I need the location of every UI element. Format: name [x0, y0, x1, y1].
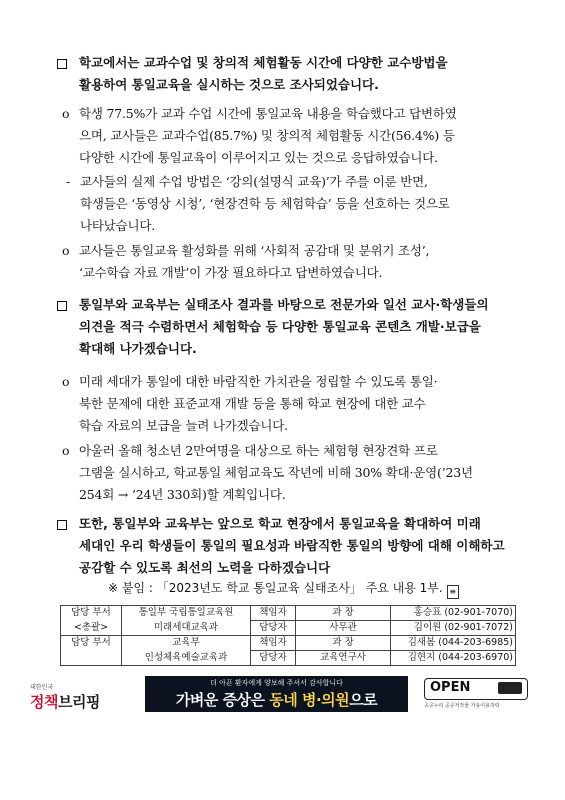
footer [0, 670, 565, 714]
table-cell: 담당 부서 [61, 606, 122, 621]
section-bullet [57, 520, 67, 530]
table-cell: 인성체육예술교육과 [122, 651, 251, 666]
text-line: 아울러 올해 청소년 2만여명을 대상으로 하는 체험형 현장견학 프로 [79, 443, 438, 458]
text-line: 학생 77.5%가 교과 수업 시간에 통일교육 내용을 학습했다고 답변하였 [79, 106, 457, 121]
table-cell: 과 장 [296, 606, 391, 621]
table-cell: 책임자 [251, 636, 296, 651]
item-marker: o [62, 106, 70, 121]
text-line: 활용하여 통일교육을 실시하는 것으로 조사되었습니다. [79, 77, 379, 92]
section-1-heading [79, 52, 516, 96]
section-2-heading [79, 294, 524, 360]
section-bullet [57, 301, 67, 311]
banner-title-c: 으로 [349, 691, 378, 709]
text-line: 미래 세대가 통일에 대한 바람직한 가치관을 정립할 수 있도록 통일· [79, 374, 438, 389]
text-line: 확대해 나가겠습니다. [79, 341, 197, 356]
banner-title-a: 가벼운 증상은 [175, 691, 270, 709]
hwp-file-icon[interactable]: ≡ [447, 585, 459, 599]
item-marker: o [62, 443, 70, 458]
text-line: ‘교수학습 자료 개발’이 가장 필요하다고 답변하였습니다. [79, 265, 383, 280]
table-cell: 홍승표 (02-901-7070) [391, 606, 516, 621]
table-row [61, 621, 516, 636]
open-label: OPEN [430, 680, 471, 695]
text-line: 그램을 실시하고, 학교통일 체험교육도 작년에 비해 30% 확대·운영(’23년 [79, 465, 473, 480]
table-cell: 교육부 [122, 636, 251, 651]
logo-text-dark: 브리핑 [57, 693, 100, 711]
table-cell: 담당 부서 [61, 636, 122, 651]
section-3-heading [79, 513, 524, 579]
license-type-icon [498, 682, 522, 694]
table-row [61, 606, 516, 621]
item-4-text [79, 440, 524, 506]
item-1-sub-text [80, 171, 525, 237]
item-marker: o [62, 374, 70, 389]
text-line: 의견을 적극 수렴하면서 체험학습 등 다양한 통일교육 콘텐츠 개발·보급을 [79, 319, 481, 334]
table-cell [61, 651, 122, 666]
text-line: 또한, 통일부와 교육부는 앞으로 학교 현장에서 통일교육을 확대하여 미래 [79, 516, 481, 531]
text-line: 교사들의 실제 수업 방법은 ‘강의(설명식 교육)’가 주를 이룬 반면, [80, 174, 428, 189]
item-1-text [79, 103, 524, 169]
open-license-caption: 공공누리 공공저작물 자유이용허락 [424, 703, 500, 709]
table-cell: 김새봄 (044-203-6985) [391, 636, 516, 651]
text-line: 254회 → ’24년 330회)할 계획입니다. [79, 487, 286, 502]
section-bullet [57, 59, 67, 69]
text-line: 학교에서는 교과수업 및 창의적 체험활동 시간에 다양한 교수방법을 [79, 55, 448, 70]
logo-text [30, 691, 100, 712]
text-line: 북한 문제에 대한 표준교재 개발 등을 통해 학교 현장에 대한 교수 [79, 396, 426, 411]
attachment-text: ※ 붙임 : 「2023년도 학교 통일교육 실태조사」 주요 내용 1부. [108, 581, 443, 595]
text-line: 학생들은 ‘동영상 시청’, ‘현장견학 등 체험학습’ 등을 선호하는 것으로 [80, 196, 450, 211]
banner-title-highlight: 동네 병·의원 [269, 691, 350, 709]
attachment-note [108, 579, 459, 599]
contact-table [60, 605, 516, 666]
kogl-open-license[interactable] [424, 678, 528, 712]
table-cell: 김현지 (044-203-6970) [391, 651, 516, 666]
table-row [61, 636, 516, 651]
table-cell: 과 장 [296, 636, 391, 651]
text-line: 교사들은 통일교육 활성화를 위해 ‘사회적 공감대 및 분위기 조성’, [79, 243, 430, 258]
table-cell: 미래세대교육과 [122, 621, 251, 636]
text-line: 나타났습니다. [80, 218, 156, 233]
table-cell: 김이원 (02-901-7072) [391, 621, 516, 636]
text-line: 으며, 교사들은 교과수업(85.7%) 및 창의적 체험활동 시간(56.4%) 등 [79, 128, 455, 143]
banner-subtitle: 더 아픈 환자에게 양보해 주셔서 감사합니다 [210, 679, 343, 687]
text-line: 공감할 수 있도록 최선의 노력을 다하겠습니다 [79, 560, 331, 575]
item-2-text [79, 240, 524, 284]
text-line: 다양한 시간에 통일교육이 이루어지고 있는 것으로 응답하였습니다. [79, 150, 438, 165]
text-line: 세대인 우리 학생들이 통일의 필요성과 바람직한 통일의 방향에 대해 이해하고 [79, 538, 505, 553]
table-cell: <총괄> [61, 621, 122, 636]
table-cell: 사무관 [296, 621, 391, 636]
sub-item-marker: - [66, 174, 71, 189]
clinic-campaign-banner[interactable] [145, 676, 408, 712]
table-cell: 교육연구사 [296, 651, 391, 666]
table-cell: 담당자 [251, 651, 296, 666]
table-cell: 통일부 국립통일교육원 [122, 606, 251, 621]
text-line: 학습 자료의 보급을 늘려 나가겠습니다. [79, 418, 288, 433]
logo-caption: 대한민국 [30, 684, 54, 691]
table-cell: 담당자 [251, 621, 296, 636]
table-row [61, 651, 516, 666]
item-marker: o [62, 243, 70, 258]
table-cell: 책임자 [251, 606, 296, 621]
banner-title [145, 689, 408, 710]
logo-text-red: 정책 [30, 693, 58, 711]
item-3-text [79, 371, 524, 437]
policy-briefing-logo[interactable] [30, 682, 130, 712]
text-line: 통일부와 교육부는 실태조사 결과를 바탕으로 전문가와 일선 교사·학생들의 [79, 297, 489, 312]
